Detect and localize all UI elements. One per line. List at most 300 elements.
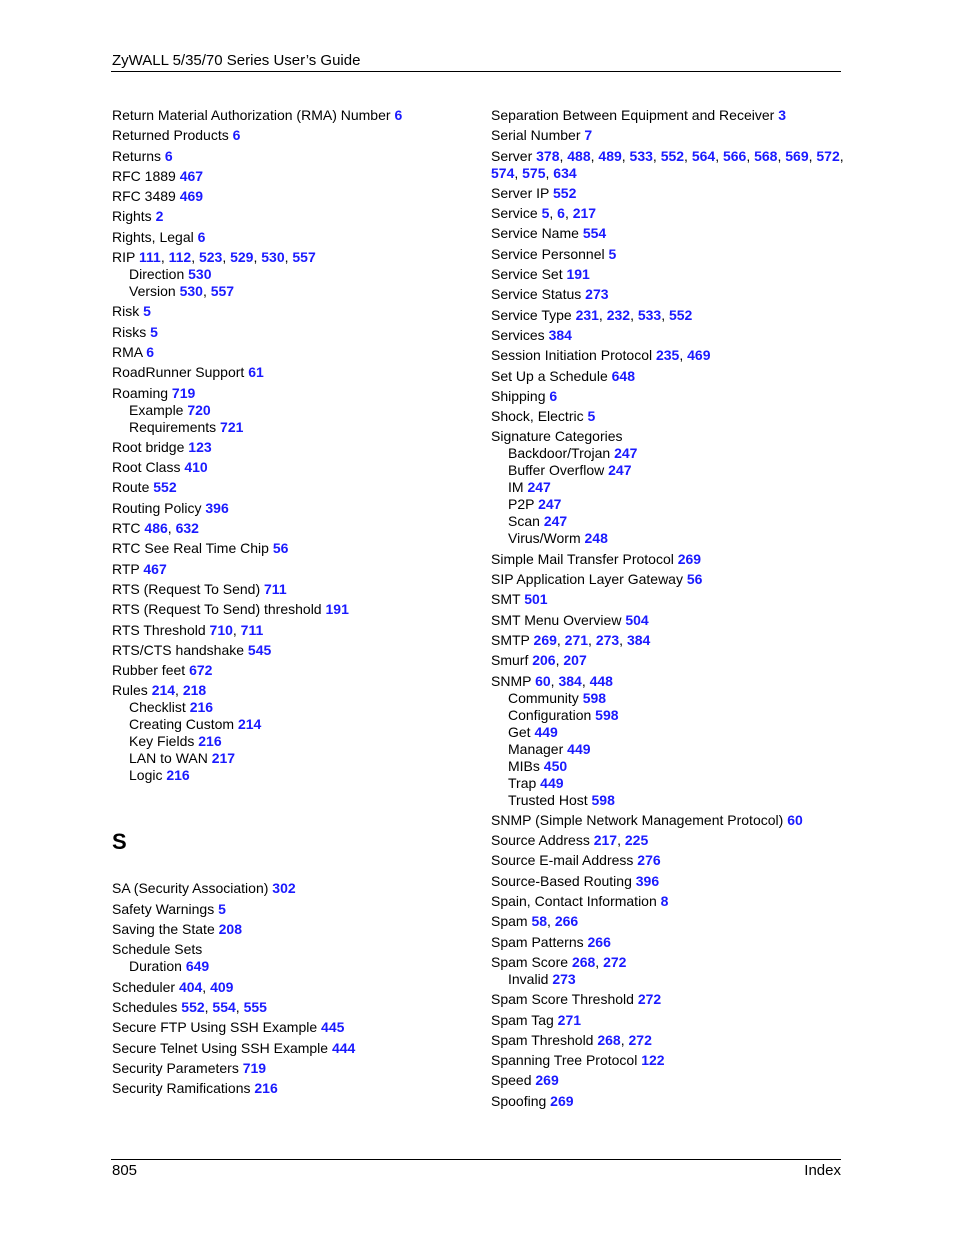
index-term: Spam Score Threshold	[491, 991, 634, 1008]
index-entry	[112, 439, 472, 456]
page-link[interactable]: 719	[171, 384, 196, 401]
page-link[interactable]: 272	[637, 991, 662, 1008]
index-term: Configuration	[508, 706, 592, 723]
index-term: Duration	[129, 958, 182, 975]
index-entry	[491, 632, 851, 649]
index-term: Separation Between Equipment and Receiver	[491, 107, 775, 123]
index-term: Community	[508, 689, 579, 706]
index-entry	[491, 347, 851, 364]
page-link[interactable]: 5	[218, 900, 226, 917]
page-separator: ,	[621, 147, 630, 164]
index-entry	[491, 148, 851, 182]
page-link[interactable]: 6	[557, 205, 565, 222]
index-entry	[112, 148, 472, 165]
index-term: SNMP (Simple Network Management Protocol)	[491, 811, 784, 828]
page-link[interactable]: 711	[264, 580, 287, 597]
index-entry	[491, 913, 851, 930]
index-entry	[112, 1080, 472, 1097]
index-term: MIBs	[508, 757, 540, 774]
index-term: Spanning Tree Protocol	[491, 1052, 638, 1069]
index-entry	[112, 364, 472, 381]
index-subentry	[491, 496, 851, 513]
page-link[interactable]: 266	[587, 933, 611, 950]
page-link[interactable]: 302	[272, 880, 296, 897]
index-entry	[491, 652, 851, 669]
page-link[interactable]: 217	[593, 832, 618, 849]
index-term: Risks	[112, 323, 147, 340]
index-entry	[491, 954, 851, 988]
index-term: Security Parameters	[112, 1059, 239, 1076]
page-link[interactable]: 469	[179, 188, 204, 205]
index-entry	[112, 901, 472, 918]
page-link[interactable]: 235	[655, 347, 680, 364]
page-link[interactable]: 191	[325, 601, 349, 618]
page-link[interactable]: 269	[533, 631, 557, 648]
page-link[interactable]: 598	[591, 791, 615, 808]
page-link[interactable]: 598	[595, 706, 619, 723]
index-subentry	[112, 419, 472, 436]
page-link[interactable]: 504	[625, 611, 649, 628]
index-entry	[491, 591, 851, 608]
page-link[interactable]: 572	[816, 147, 840, 164]
page-link[interactable]: 112	[168, 249, 192, 266]
index-entry	[491, 428, 851, 547]
page-separator: ,	[619, 631, 627, 648]
index-term: Returns	[112, 147, 162, 164]
index-term: Manager	[508, 740, 564, 757]
index-subentry	[491, 775, 851, 792]
page-separator: ,	[595, 953, 604, 970]
index-entry	[112, 208, 472, 225]
index-term: Returned Products	[112, 127, 229, 144]
page-link[interactable]: 7	[584, 127, 593, 144]
page-link[interactable]: 58	[531, 913, 548, 930]
index-subentry	[112, 733, 472, 750]
index-term: Roaming	[112, 384, 169, 401]
index-entry	[112, 500, 472, 517]
index-column-left	[112, 107, 472, 1100]
page-link[interactable]: 711	[240, 621, 264, 638]
page-link[interactable]: 634	[553, 164, 577, 181]
index-term: Secure Telnet Using SSH Example	[112, 1039, 329, 1056]
index-entry	[112, 127, 472, 144]
page-link[interactable]: 486	[144, 520, 168, 537]
footer-rule	[111, 1159, 841, 1160]
index-entry	[112, 662, 472, 679]
index-term: LAN to WAN	[129, 750, 208, 767]
page-link[interactable]: 396	[205, 499, 229, 516]
page-link[interactable]: 552	[181, 998, 205, 1015]
page-separator: ,	[202, 978, 211, 995]
index-subentry	[491, 690, 851, 707]
running-header: ZyWALL 5/35/70 Series User’s Guide	[112, 52, 361, 69]
page-link[interactable]: 123	[188, 438, 212, 455]
page-link[interactable]: 268	[571, 953, 596, 970]
page-link[interactable]: 214	[237, 716, 262, 733]
page-link[interactable]: 6	[232, 127, 241, 144]
index-term: Source Address	[491, 832, 590, 849]
page-separator: ,	[235, 998, 244, 1015]
page-link[interactable]: 450	[543, 757, 568, 774]
index-term: Creating Custom	[129, 716, 235, 733]
page-separator: ,	[684, 147, 692, 164]
page-link[interactable]: 378	[536, 147, 560, 164]
page-link[interactable]: 111	[138, 249, 161, 266]
index-term: Trap	[508, 774, 537, 791]
index-entry	[112, 479, 472, 496]
page-link[interactable]: 5	[150, 323, 158, 340]
index-subentry	[112, 750, 472, 767]
index-term: Root Class	[112, 459, 181, 476]
page-link[interactable]: 266	[554, 913, 579, 930]
index-term: Rights	[112, 208, 152, 225]
index-term: Version	[129, 283, 176, 300]
page-link[interactable]: 566	[722, 147, 747, 164]
index-term: Serial Number	[491, 127, 581, 144]
index-subentry	[491, 741, 851, 758]
index-subentry	[491, 479, 851, 496]
index-term: Buffer Overflow	[508, 462, 605, 479]
index-entry	[491, 873, 851, 890]
index-subentry	[491, 792, 851, 809]
page-link[interactable]: 2	[155, 208, 164, 225]
page-link[interactable]: 720	[187, 401, 211, 418]
page-link[interactable]: 5	[143, 303, 151, 320]
page-separator: ,	[588, 631, 596, 648]
page-link[interactable]: 271	[557, 1011, 582, 1028]
index-term: Scheduler	[112, 978, 176, 995]
page-link[interactable]: 218	[182, 682, 207, 699]
page-link[interactable]: 269	[550, 1092, 574, 1109]
index-term: RTS (Request To Send)	[112, 580, 261, 597]
page-link[interactable]: 529	[230, 249, 254, 266]
index-term: Spam Tag	[491, 1011, 554, 1028]
page-link[interactable]: 489	[598, 147, 622, 164]
page-separator: ,	[559, 147, 568, 164]
page-link[interactable]: 61	[248, 364, 264, 381]
index-term: SIP Application Layer Gateway	[491, 571, 683, 588]
index-entry	[112, 324, 472, 341]
index-subentry	[112, 716, 472, 733]
index-term: Spoofing	[491, 1092, 547, 1109]
page-link[interactable]: 569	[785, 147, 809, 164]
page-link[interactable]: 552	[660, 147, 685, 164]
page-link[interactable]: 225	[624, 832, 649, 849]
index-entry	[112, 979, 472, 996]
page-link[interactable]: 533	[637, 306, 662, 323]
page-link[interactable]: 530	[179, 283, 203, 300]
page-link[interactable]: 568	[754, 147, 778, 164]
page-link[interactable]: 214	[151, 682, 176, 699]
page-link[interactable]: 721	[220, 418, 244, 435]
index-subentry	[491, 530, 851, 547]
index-entry	[112, 581, 472, 598]
page-link[interactable]: 449	[567, 740, 591, 757]
index-entry	[112, 622, 472, 639]
page-link[interactable]: 269	[535, 1072, 559, 1089]
index-entry	[491, 388, 851, 405]
index-entry	[112, 941, 472, 975]
page-separator: ,	[202, 283, 211, 300]
page-link[interactable]: 5	[608, 245, 617, 262]
page-link[interactable]: 217	[211, 750, 236, 767]
page-separator: ,	[715, 147, 723, 164]
page-link[interactable]: 488	[567, 147, 591, 164]
page-separator: ,	[564, 205, 573, 222]
page-link[interactable]: 710	[209, 621, 233, 638]
index-subentry	[491, 971, 851, 988]
page-link[interactable]: 449	[540, 774, 564, 791]
index-entry	[112, 249, 472, 300]
index-term: Rubber feet	[112, 662, 186, 679]
page-link[interactable]: 545	[247, 641, 272, 658]
index-entry	[112, 520, 472, 537]
page-separator: ,	[661, 306, 669, 323]
index-term: Key Fields	[129, 733, 195, 750]
page-link[interactable]: 533	[629, 147, 653, 164]
page-link[interactable]: 217	[572, 205, 597, 222]
index-term: Service	[491, 205, 538, 222]
index-term: Source E-mail Address	[491, 852, 634, 869]
page-separator: ,	[175, 682, 183, 699]
page-separator: ,	[549, 205, 558, 222]
index-entry	[491, 286, 851, 303]
page-link[interactable]: 5	[587, 408, 596, 425]
page-link[interactable]: 409	[210, 978, 234, 995]
page-link[interactable]: 552	[553, 184, 577, 201]
index-term: Logic	[129, 767, 163, 784]
page-link[interactable]: 6	[164, 147, 173, 164]
index-term: Shipping	[491, 387, 546, 404]
index-column-right	[491, 107, 851, 1113]
page-separator: ,	[598, 306, 607, 323]
page-link[interactable]: 555	[243, 998, 267, 1015]
index-term: Signature Categories	[491, 428, 623, 445]
index-entry	[491, 225, 851, 242]
index-term: RFC 3489	[112, 188, 176, 205]
page-separator: ,	[160, 249, 169, 266]
page-link[interactable]: 56	[272, 540, 289, 557]
index-term: Invalid	[508, 970, 549, 987]
page-link[interactable]: 575	[522, 164, 546, 181]
page-link[interactable]: 216	[166, 767, 190, 784]
page-separator: ,	[746, 147, 755, 164]
page-link[interactable]: 564	[691, 147, 716, 164]
page-link[interactable]: 672	[189, 662, 213, 679]
page-link[interactable]: 444	[331, 1039, 356, 1056]
page-link[interactable]: 552	[668, 306, 693, 323]
index-subentry	[112, 402, 472, 419]
page-link[interactable]: 469	[687, 347, 711, 364]
page-link[interactable]: 598	[582, 689, 607, 706]
index-term: Spam Patterns	[491, 933, 584, 950]
index-entry	[491, 1093, 851, 1110]
page-separator: ,	[284, 249, 293, 266]
page-link[interactable]: 552	[153, 479, 177, 496]
index-term: Smurf	[491, 652, 529, 669]
page-link[interactable]: 269	[677, 550, 702, 567]
page-link[interactable]: 467	[179, 167, 204, 184]
page-separator: ,	[204, 998, 213, 1015]
index-term: Get	[508, 723, 531, 740]
page-link[interactable]: 60	[787, 811, 803, 828]
page-link[interactable]: 208	[218, 921, 242, 938]
page-link[interactable]: 530	[188, 266, 212, 283]
header-rule	[111, 71, 841, 72]
index-entry	[112, 880, 472, 897]
page-link[interactable]: 247	[527, 479, 551, 496]
page-separator: ,	[550, 672, 559, 689]
index-term: Source-Based Routing	[491, 872, 632, 889]
page-link[interactable]: 557	[210, 283, 235, 300]
index-entry	[491, 266, 851, 283]
page-link[interactable]: 523	[198, 249, 223, 266]
page-link[interactable]: 649	[185, 958, 210, 975]
page-separator: ,	[679, 347, 688, 364]
page-link[interactable]: 6	[549, 387, 558, 404]
page-link[interactable]: 445	[321, 1019, 345, 1036]
index-term: Backdoor/Trojan	[508, 445, 611, 462]
index-term: SMT	[491, 591, 521, 608]
page-separator: ,	[222, 249, 231, 266]
page-link[interactable]: 5	[541, 205, 550, 222]
index-term: Spam	[491, 913, 528, 930]
index-entry	[112, 1019, 472, 1036]
page-link[interactable]: 6	[197, 228, 206, 245]
page-separator: ,	[581, 672, 590, 689]
index-term: Root bridge	[112, 438, 185, 455]
page-separator: ,	[839, 147, 844, 164]
index-entry	[491, 307, 851, 324]
index-term: Security Ramifications	[112, 1080, 251, 1097]
page-link[interactable]: 273	[552, 970, 576, 987]
page-link[interactable]: 122	[641, 1052, 665, 1069]
page-link[interactable]: 276	[637, 852, 661, 869]
index-term: SMT Menu Overview	[491, 611, 622, 628]
index-entry	[112, 188, 472, 205]
page-separator: ,	[167, 520, 176, 537]
page-link[interactable]: 554	[582, 225, 607, 242]
page-link[interactable]: 247	[608, 462, 632, 479]
page-link[interactable]: 448	[589, 672, 613, 689]
page-link[interactable]: 248	[584, 530, 608, 547]
index-entry	[491, 612, 851, 629]
page-link[interactable]: 247	[614, 445, 638, 462]
index-entry	[112, 540, 472, 557]
index-term: Rights, Legal	[112, 228, 194, 245]
page-link[interactable]: 501	[524, 591, 548, 608]
footer-section: Index	[804, 1162, 841, 1179]
page-link[interactable]: 6	[146, 343, 155, 360]
page-link[interactable]: 3	[778, 107, 786, 123]
index-term: Spam Threshold	[491, 1031, 594, 1048]
page-link[interactable]: 191	[566, 266, 590, 283]
page-link[interactable]: 719	[242, 1059, 267, 1076]
index-term: SNMP	[491, 672, 532, 689]
index-subentry	[491, 462, 851, 479]
page-link[interactable]: 206	[532, 652, 556, 669]
page-separator: ,	[191, 249, 199, 266]
index-term: Trusted Host	[508, 791, 588, 808]
page-separator: ,	[232, 621, 241, 638]
index-entry	[112, 921, 472, 938]
page-link[interactable]: 272	[628, 1031, 652, 1048]
page-link[interactable]: 216	[198, 733, 222, 750]
page-link[interactable]: 6	[394, 107, 403, 123]
index-entry	[112, 344, 472, 361]
index-entry	[491, 832, 851, 849]
page-link[interactable]: 554	[212, 998, 236, 1015]
page-link[interactable]: 410	[184, 459, 208, 476]
page-link[interactable]: 530	[261, 249, 285, 266]
index-entry	[491, 368, 851, 385]
index-subentry	[491, 445, 851, 462]
page-link[interactable]: 247	[543, 513, 568, 530]
index-entry	[112, 642, 472, 659]
index-term: Schedule Sets	[112, 941, 203, 958]
index-term: Route	[112, 479, 150, 496]
index-entry	[491, 205, 851, 222]
page-link[interactable]: 271	[564, 631, 589, 648]
page-link[interactable]: 247	[538, 496, 562, 513]
index-term: RTC See Real Time Chip	[112, 540, 269, 557]
index-term: RFC 1889	[112, 167, 176, 184]
page-link[interactable]: 384	[558, 672, 582, 689]
page-link[interactable]: 232	[606, 306, 631, 323]
page-link[interactable]: 574	[491, 164, 515, 181]
page-link[interactable]: 207	[563, 652, 587, 669]
page-link[interactable]: 273	[585, 286, 609, 303]
page-link[interactable]: 8	[660, 893, 669, 910]
page-link[interactable]: 648	[611, 367, 635, 384]
page-link[interactable]: 216	[189, 699, 214, 716]
page-number: 805	[112, 1162, 138, 1179]
page-link[interactable]: 268	[597, 1031, 621, 1048]
page-separator: ,	[253, 249, 262, 266]
page-link[interactable]: 449	[534, 723, 558, 740]
page-link[interactable]: 231	[575, 306, 599, 323]
page-separator: ,	[514, 164, 523, 181]
index-entry	[491, 812, 851, 829]
index-term: Service Type	[491, 306, 572, 323]
index-term: Requirements	[129, 418, 217, 435]
page-separator: ,	[777, 147, 786, 164]
page-link[interactable]: 557	[292, 249, 316, 266]
index-term: IM	[508, 479, 524, 496]
page-link[interactable]: 60	[535, 672, 551, 689]
index-term: RTC	[112, 520, 141, 537]
page-link[interactable]: 384	[548, 326, 572, 343]
page-link[interactable]: 396	[635, 872, 660, 889]
index-subentry	[112, 767, 472, 784]
page-link[interactable]: 404	[178, 978, 203, 995]
index-term: Rules	[112, 682, 148, 699]
page-link[interactable]: 272	[603, 953, 627, 970]
index-subentry	[112, 958, 472, 975]
page-link[interactable]: 273	[595, 631, 620, 648]
index-entry	[112, 459, 472, 476]
index-entry	[112, 168, 472, 185]
page-separator: ,	[630, 306, 638, 323]
index-term: RoadRunner Support	[112, 364, 245, 381]
page-separator: ,	[555, 652, 564, 669]
page-link[interactable]: 56	[686, 571, 703, 588]
page-link[interactable]: 384	[626, 631, 651, 648]
page-link[interactable]: 216	[254, 1080, 278, 1097]
page-link[interactable]: 467	[143, 560, 167, 577]
index-entry	[112, 561, 472, 578]
page-link[interactable]: 632	[175, 520, 199, 537]
